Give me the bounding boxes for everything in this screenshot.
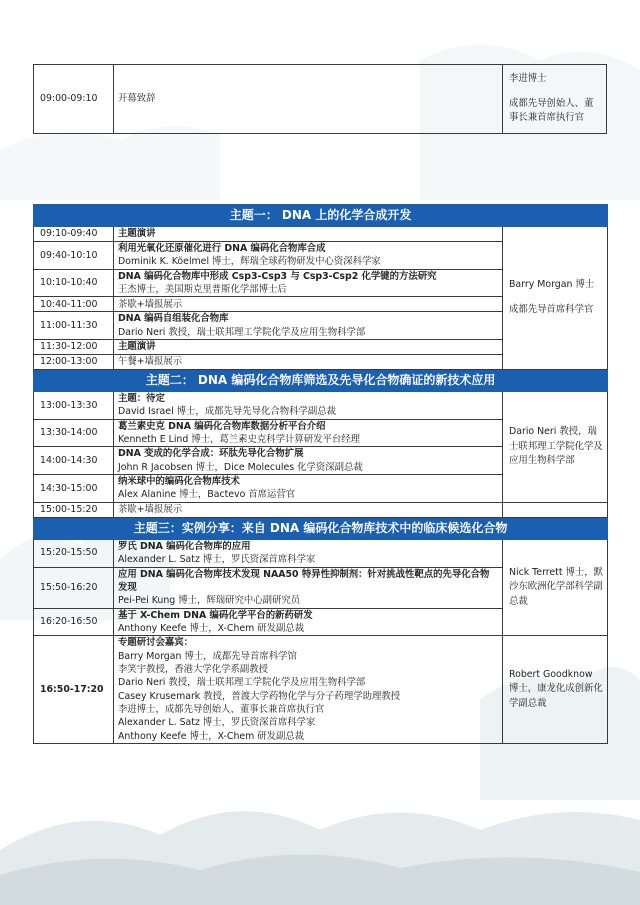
opening-table: [33, 64, 607, 134]
table-row-time: 11:00-11:30: [34, 312, 114, 340]
table-row-title: 主题：待定 David Israel 博士，成都先导先导化合物科学副总裁: [114, 392, 503, 420]
table-row-title: 纳米球中的编码化合物库技术 Alex Alanine 博士，Bactevo 首席运营官: [114, 475, 503, 503]
session-1-header: 主题一： DNA 上的化学合成开发: [34, 205, 608, 227]
table-row-time: 15:00-15:20: [34, 502, 114, 517]
table-row-time: 11:30-12:00: [34, 340, 114, 355]
opening-speaker-name: 李进博士: [509, 73, 547, 85]
chair-name: Nick Terrett 博士，默沙东欧洲化学部科学副总裁: [509, 566, 604, 607]
table-row-time: 13:30-14:00: [34, 419, 114, 447]
session-1-chair: [503, 227, 608, 370]
table-row-time: 09:40-10:10: [34, 242, 114, 270]
table-row-title: DNA 编码自组装化合物库 Dario Neri 教授，瑞士联邦理工学院化学及应用生物科学部: [114, 312, 503, 340]
chair-name: Barry Morgan 博士: [509, 279, 595, 291]
table-row-time: 14:30-15:00: [34, 475, 114, 503]
table-row-title: 基于 X-Chem DNA 编码化学平台的新药研发 Anthony Keefe 博士，X-Chem 研发副总裁: [114, 608, 503, 636]
table-row-time: 10:10-10:40: [34, 269, 114, 297]
panel-chair: Robert Goodknow 博士，康龙化成创新化学副总裁: [503, 636, 608, 744]
opening-time: 09:00-09:10: [34, 65, 114, 134]
panel-guests: [114, 636, 503, 744]
panel-guest: Casey Krusemark 教授，普渡大学药物化学与分子药理学助理教授: [118, 690, 401, 702]
table-row-time: 10:40-11:00: [34, 297, 114, 312]
table-row-title: 主题演讲: [114, 227, 503, 242]
panel-guest: Alexander L. Satz 博士，罗氏资深首席科学家: [118, 717, 316, 729]
opening-title: 开幕致辞: [114, 65, 503, 134]
chair-name: Dario Neri 教授，瑞士联邦理工学院化学及应用生物科学部: [509, 426, 603, 467]
table-row-title: 茶歇+墙报展示: [114, 297, 503, 312]
table-row-title: 利用光氧化还原催化进行 DNA 编码化合物库合成 Dominik K. Köelmel 博士，辉瑞全球药物研发中心资深科学家: [114, 242, 503, 270]
table-row-time: 09:10-09:40: [34, 227, 114, 242]
opening-speaker: [503, 65, 607, 134]
panel-guest: Dario Neri 教授，瑞士联邦理工学院化学及应用生物科学部: [118, 677, 366, 689]
table-row-title: 主题演讲: [114, 340, 503, 355]
chair-role: 成都先导首席科学官: [509, 304, 594, 316]
table-row-title: DNA 编码化合物库中形成 Csp3-Csp3 与 Csp3-Csp2 化学键的方法研究 王杰博士，美国斯克里普斯化学部博士后: [114, 269, 503, 297]
session-2-header: 主题二： DNA 编码化合物库筛选及先导化合物确证的新技术应用: [34, 370, 608, 392]
panel-time: 16:50-17:20: [34, 636, 114, 744]
table-row-time: 15:50-16:20: [34, 567, 114, 608]
table-row-time: 14:00-14:30: [34, 447, 114, 475]
table-row-title: 应用 DNA 编码化合物库技术发现 NAA50 特异性抑制剂：针对挑战性靶点的先导化合物发现 Pei-Pei Kung 博士，辉瑞研究中心副研究员: [114, 567, 503, 608]
panel-guest: 李进博士，成都先导创始人、董事长兼首席执行官: [118, 703, 325, 715]
table-row-title: 午餐+墙报展示: [114, 355, 503, 370]
panel-guest: Barry Morgan 博士，成都先导首席科学馆: [118, 650, 297, 662]
table-row-title: 葛兰素史克 DNA 编码化合物库数据分析平台介绍 Kenneth E Lind 博士，葛兰素史克科学计算研发平台经理: [114, 419, 503, 447]
program-table: [33, 204, 608, 744]
panel-guest: Anthony Keefe 博士，X-Chem 研发副总裁: [118, 730, 305, 742]
table-row-time: 13:00-13:30: [34, 392, 114, 420]
session-2-chair: [503, 392, 608, 503]
table-row-time: 12:00-13:00: [34, 355, 114, 370]
table-row-title: 罗氏 DNA 编码化合物库的应用 Alexander L. Satz 博士，罗氏资深首席科学家: [114, 539, 503, 567]
table-row-title: 茶歇+墙报展示: [114, 502, 503, 517]
session-3-header: 主题三：实例分享：来自 DNA 编码化合物库技术中的临床候选化合物: [34, 517, 608, 539]
opening-speaker-role: 成都先导创始人、董事长兼首席执行官: [509, 97, 594, 124]
table-row-time: 15:20-15:50: [34, 539, 114, 567]
table-row-time: 16:20-16:50: [34, 608, 114, 636]
panel-guest: 李笑宇教授，香港大学化学系副教授: [118, 663, 269, 675]
panel-title: 专题研讨会嘉宾：: [118, 637, 194, 649]
table-row-title: DNA 变成的化学合成：环肽先导化合物扩展 John R Jacobsen 博士，Dice Molecules 化学资深副总裁: [114, 447, 503, 475]
session-3-chair: [503, 539, 608, 635]
